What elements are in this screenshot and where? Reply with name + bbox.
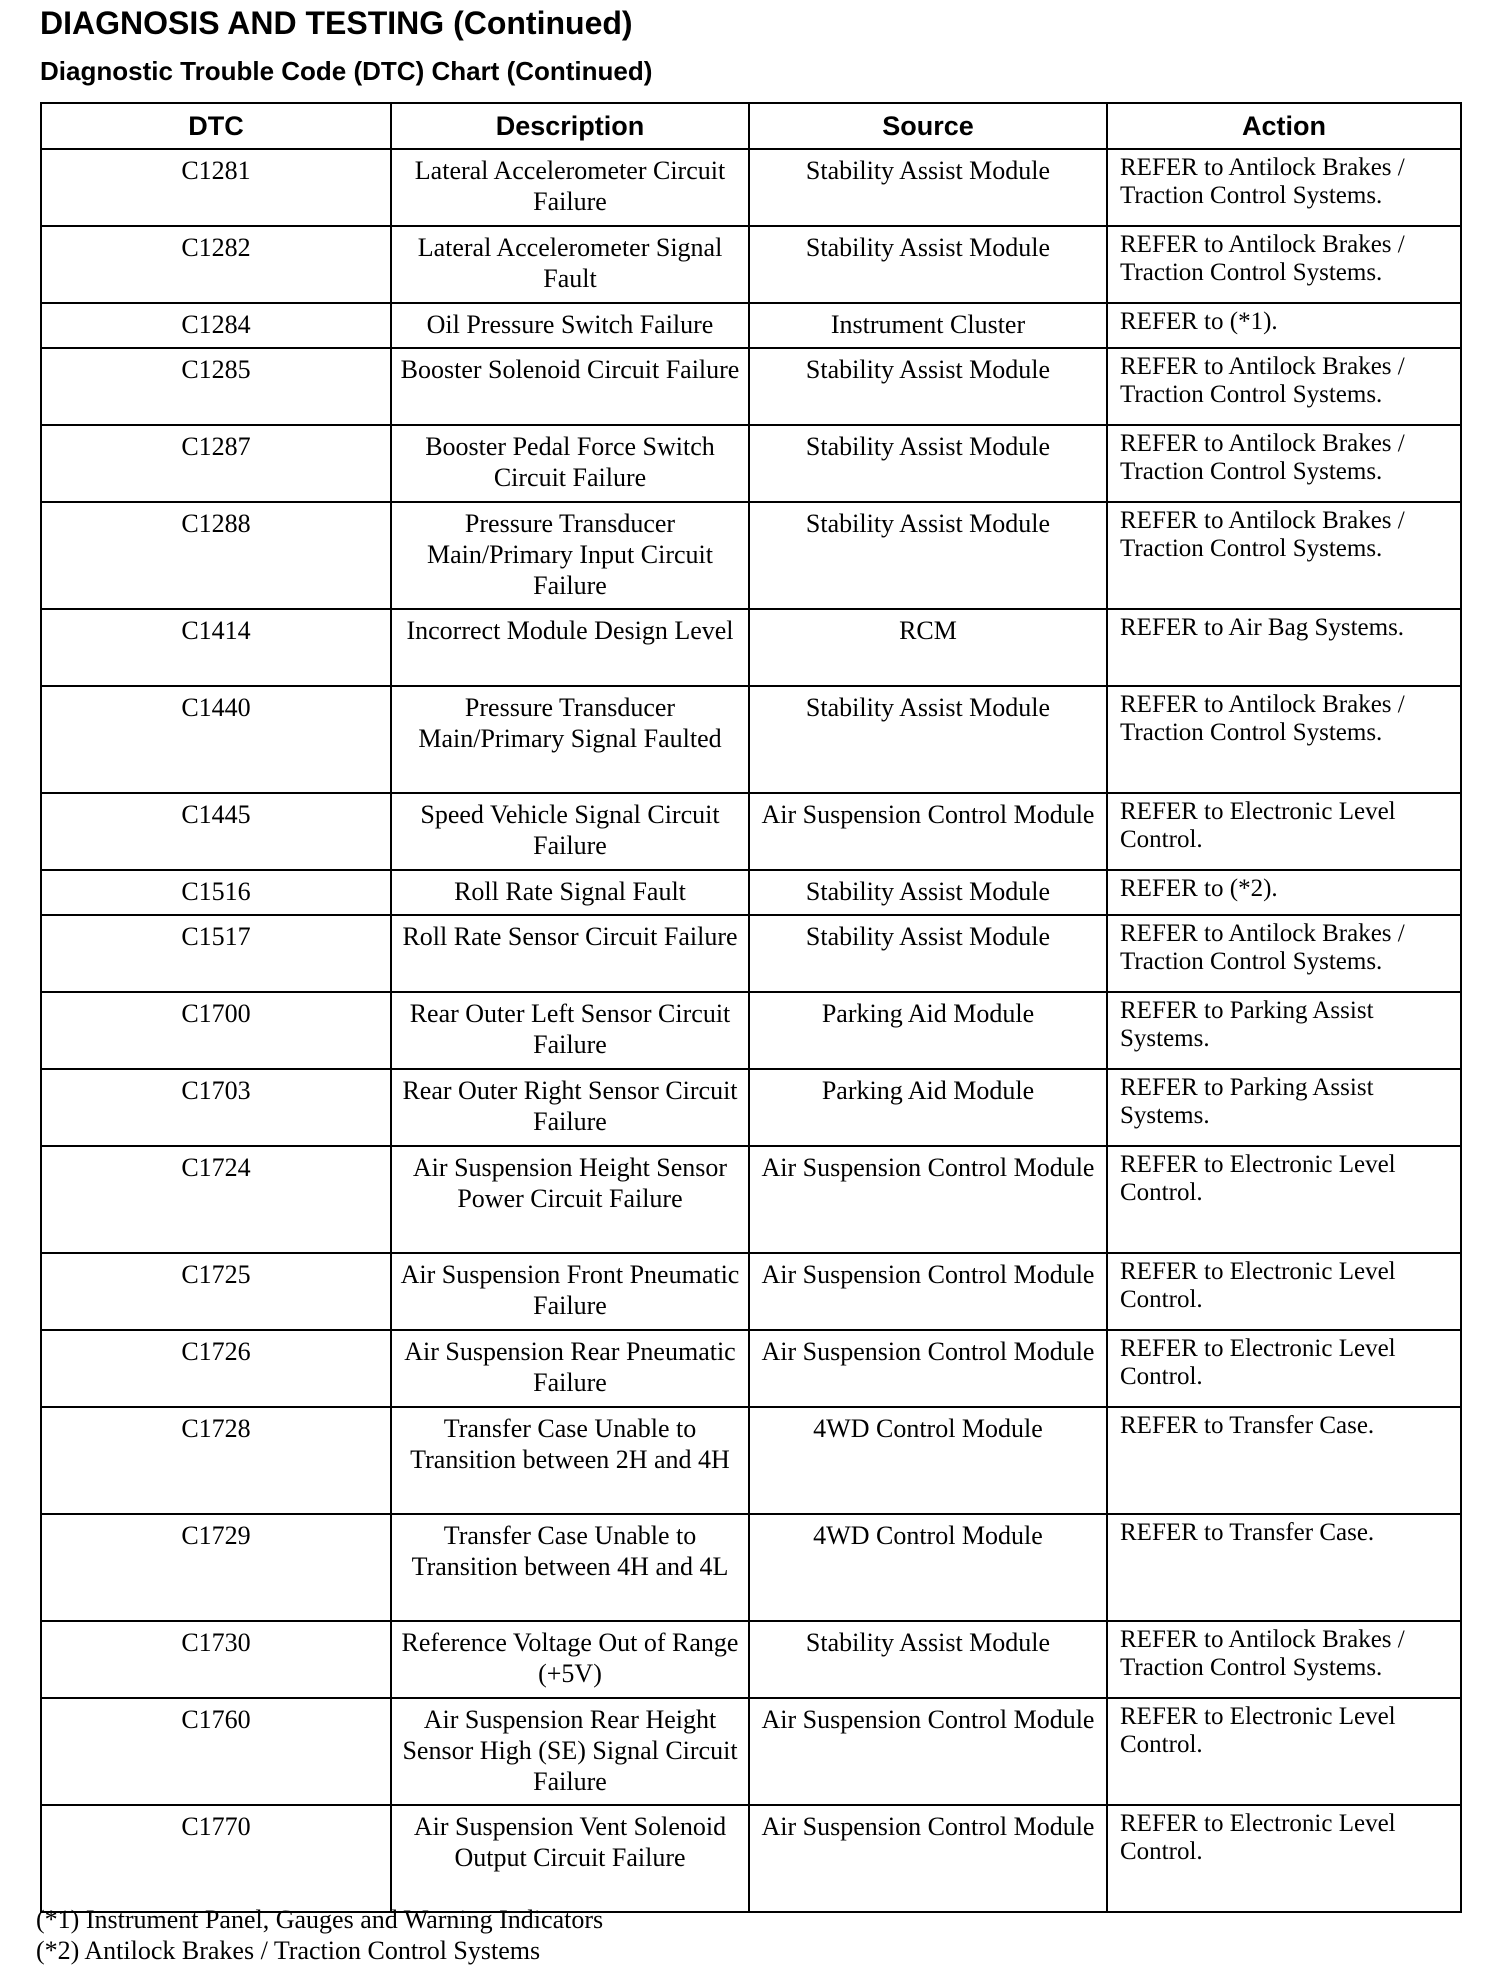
action-cell: REFER to (*1). xyxy=(1107,303,1461,348)
table-row xyxy=(41,915,1461,992)
description-cell: Air Suspension Height Sensor Power Circuit Failure xyxy=(391,1146,749,1253)
table-row xyxy=(41,1407,1461,1514)
dtc-cell: C1288 xyxy=(41,502,391,609)
description-cell: Booster Pedal Force Switch Circuit Failure xyxy=(391,425,749,502)
action-cell: REFER to Antilock Brakes / Traction Control Systems. xyxy=(1107,226,1461,303)
source-cell: Air Suspension Control Module xyxy=(749,1146,1107,1253)
dtc-cell: C1760 xyxy=(41,1698,391,1805)
description-cell: Lateral Accelerometer Circuit Failure xyxy=(391,149,749,226)
footnote-2: (*2) Antilock Brakes / Traction Control Systems xyxy=(36,1936,541,1965)
column-header-description: Description xyxy=(391,103,749,149)
table-row xyxy=(41,793,1461,870)
table-row xyxy=(41,303,1461,348)
footnote-1: (*1) Instrument Panel, Gauges and Warning Indicators xyxy=(36,1905,604,1934)
source-cell: Stability Assist Module xyxy=(749,425,1107,502)
dtc-cell: C1730 xyxy=(41,1621,391,1698)
dtc-cell: C1414 xyxy=(41,609,391,686)
table-row xyxy=(41,425,1461,502)
action-cell: REFER to Parking Assist Systems. xyxy=(1107,992,1461,1069)
dtc-cell: C1724 xyxy=(41,1146,391,1253)
description-cell: Roll Rate Signal Fault xyxy=(391,870,749,915)
action-cell: REFER to Parking Assist Systems. xyxy=(1107,1069,1461,1146)
table-row xyxy=(41,609,1461,686)
source-cell: 4WD Control Module xyxy=(749,1407,1107,1514)
action-cell: REFER to Electronic Level Control. xyxy=(1107,793,1461,870)
table-row xyxy=(41,1069,1461,1146)
table-header-row xyxy=(41,103,1461,149)
dtc-cell: C1281 xyxy=(41,149,391,226)
source-cell: Instrument Cluster xyxy=(749,303,1107,348)
table-row xyxy=(41,1330,1461,1407)
description-cell: Speed Vehicle Signal Circuit Failure xyxy=(391,793,749,870)
source-cell: Air Suspension Control Module xyxy=(749,1330,1107,1407)
dtc-cell: C1729 xyxy=(41,1514,391,1621)
action-cell: REFER to Electronic Level Control. xyxy=(1107,1330,1461,1407)
dtc-cell: C1445 xyxy=(41,793,391,870)
dtc-cell: C1284 xyxy=(41,303,391,348)
source-cell: Stability Assist Module xyxy=(749,149,1107,226)
description-cell: Roll Rate Sensor Circuit Failure xyxy=(391,915,749,992)
dtc-cell: C1726 xyxy=(41,1330,391,1407)
source-cell: RCM xyxy=(749,609,1107,686)
action-cell: REFER to Electronic Level Control. xyxy=(1107,1146,1461,1253)
dtc-cell: C1700 xyxy=(41,992,391,1069)
dtc-cell: C1285 xyxy=(41,348,391,425)
action-cell: REFER to Antilock Brakes / Traction Control Systems. xyxy=(1107,425,1461,502)
table-row xyxy=(41,1514,1461,1621)
description-cell: Incorrect Module Design Level xyxy=(391,609,749,686)
dtc-cell: C1728 xyxy=(41,1407,391,1514)
action-cell: REFER to Electronic Level Control. xyxy=(1107,1698,1461,1805)
description-cell: Air Suspension Rear Pneumatic Failure xyxy=(391,1330,749,1407)
table-row xyxy=(41,1805,1461,1912)
action-cell: REFER to Antilock Brakes / Traction Control Systems. xyxy=(1107,502,1461,609)
action-cell: REFER to Antilock Brakes / Traction Control Systems. xyxy=(1107,915,1461,992)
description-cell: Reference Voltage Out of Range (+5V) xyxy=(391,1621,749,1698)
source-cell: Stability Assist Module xyxy=(749,226,1107,303)
action-cell: REFER to (*2). xyxy=(1107,870,1461,915)
description-cell: Rear Outer Left Sensor Circuit Failure xyxy=(391,992,749,1069)
action-cell: REFER to Electronic Level Control. xyxy=(1107,1805,1461,1912)
table-row xyxy=(41,1253,1461,1330)
description-cell: Transfer Case Unable to Transition between 2H and 4H xyxy=(391,1407,749,1514)
description-cell: Rear Outer Right Sensor Circuit Failure xyxy=(391,1069,749,1146)
dtc-table xyxy=(40,102,1462,1913)
dtc-cell: C1770 xyxy=(41,1805,391,1912)
action-cell: REFER to Antilock Brakes / Traction Control Systems. xyxy=(1107,1621,1461,1698)
table-row xyxy=(41,1698,1461,1805)
source-cell: Air Suspension Control Module xyxy=(749,1698,1107,1805)
dtc-cell: C1517 xyxy=(41,915,391,992)
source-cell: Stability Assist Module xyxy=(749,870,1107,915)
action-cell: REFER to Electronic Level Control. xyxy=(1107,1253,1461,1330)
dtc-cell: C1516 xyxy=(41,870,391,915)
dtc-cell: C1287 xyxy=(41,425,391,502)
table-row xyxy=(41,992,1461,1069)
action-cell: REFER to Antilock Brakes / Traction Control Systems. xyxy=(1107,348,1461,425)
source-cell: Stability Assist Module xyxy=(749,915,1107,992)
table-row xyxy=(41,149,1461,226)
description-cell: Air Suspension Rear Height Sensor High (SE) Signal Circuit Failure xyxy=(391,1698,749,1805)
column-header-source: Source xyxy=(749,103,1107,149)
description-cell: Air Suspension Front Pneumatic Failure xyxy=(391,1253,749,1330)
source-cell: Air Suspension Control Module xyxy=(749,1805,1107,1912)
source-cell: Parking Aid Module xyxy=(749,992,1107,1069)
section-title: Diagnostic Trouble Code (DTC) Chart (Continued) xyxy=(40,56,653,86)
dtc-cell: C1703 xyxy=(41,1069,391,1146)
source-cell: Parking Aid Module xyxy=(749,1069,1107,1146)
dtc-cell: C1725 xyxy=(41,1253,391,1330)
table-row xyxy=(41,1146,1461,1253)
column-header-action: Action xyxy=(1107,103,1461,149)
description-cell: Pressure Transducer Main/Primary Signal Faulted xyxy=(391,686,749,793)
dtc-cell: C1282 xyxy=(41,226,391,303)
action-cell: REFER to Transfer Case. xyxy=(1107,1407,1461,1514)
action-cell: REFER to Antilock Brakes / Traction Control Systems. xyxy=(1107,149,1461,226)
source-cell: Stability Assist Module xyxy=(749,686,1107,793)
page-title: DIAGNOSIS AND TESTING (Continued) xyxy=(40,5,633,41)
description-cell: Air Suspension Vent Solenoid Output Circuit Failure xyxy=(391,1805,749,1912)
table-row xyxy=(41,1621,1461,1698)
table-row xyxy=(41,502,1461,609)
source-cell: Air Suspension Control Module xyxy=(749,793,1107,870)
action-cell: REFER to Transfer Case. xyxy=(1107,1514,1461,1621)
table-row xyxy=(41,226,1461,303)
table-row xyxy=(41,348,1461,425)
column-header-dtc: DTC xyxy=(41,103,391,149)
source-cell: Stability Assist Module xyxy=(749,502,1107,609)
description-cell: Transfer Case Unable to Transition between 4H and 4L xyxy=(391,1514,749,1621)
dtc-cell: C1440 xyxy=(41,686,391,793)
source-cell: Stability Assist Module xyxy=(749,1621,1107,1698)
source-cell: Air Suspension Control Module xyxy=(749,1253,1107,1330)
action-cell: REFER to Air Bag Systems. xyxy=(1107,609,1461,686)
source-cell: 4WD Control Module xyxy=(749,1514,1107,1621)
description-cell: Pressure Transducer Main/Primary Input Circuit Failure xyxy=(391,502,749,609)
action-cell: REFER to Antilock Brakes / Traction Control Systems. xyxy=(1107,686,1461,793)
footnotes xyxy=(36,1904,603,1966)
table-row xyxy=(41,686,1461,793)
description-cell: Booster Solenoid Circuit Failure xyxy=(391,348,749,425)
description-cell: Lateral Accelerometer Signal Fault xyxy=(391,226,749,303)
table-row xyxy=(41,870,1461,915)
description-cell: Oil Pressure Switch Failure xyxy=(391,303,749,348)
source-cell: Stability Assist Module xyxy=(749,348,1107,425)
